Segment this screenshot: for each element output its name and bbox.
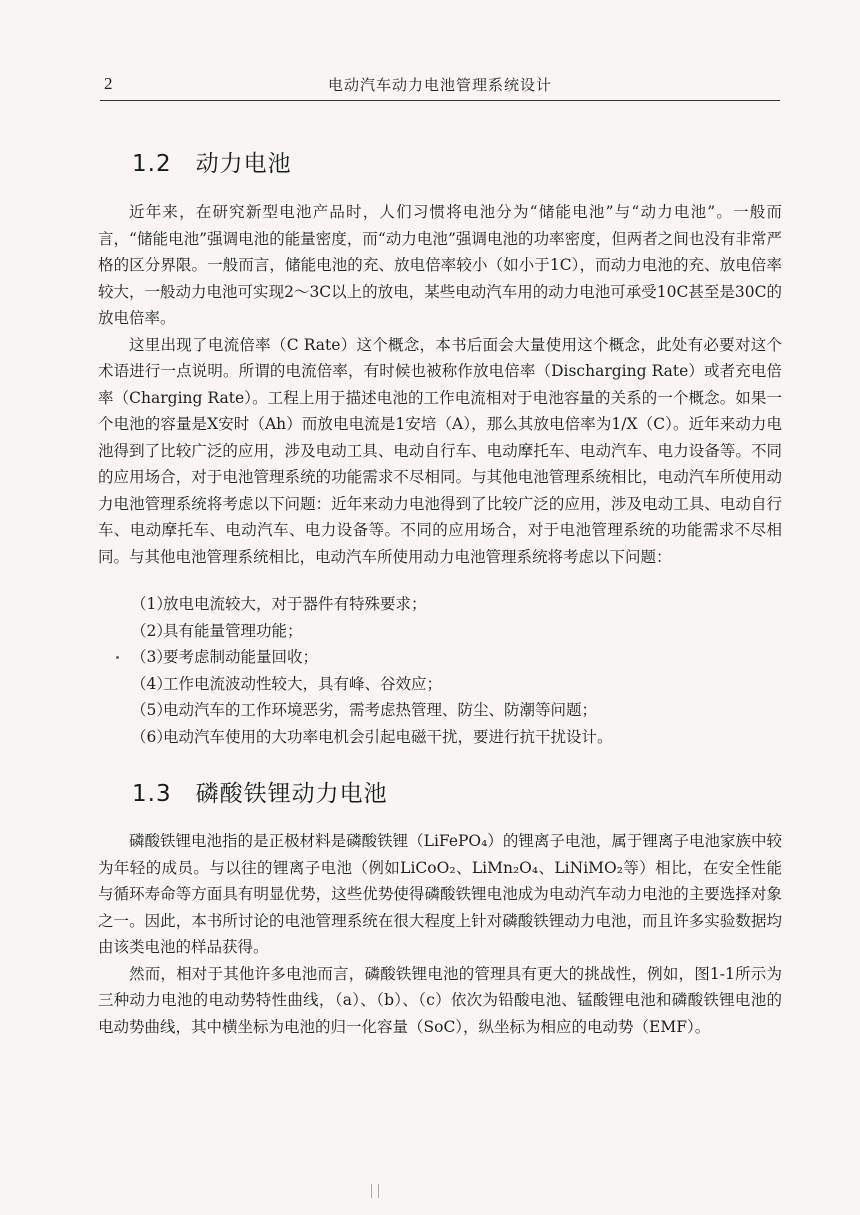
section-1-3-body [98,828,782,1040]
page-number: 2 [104,74,113,93]
scan-artifact [371,1184,379,1198]
section-number: 1.3 [132,781,172,807]
list-item: （4）工作电流波动性较大，具有峰、谷效应； [131,674,443,693]
section-heading-1-3 [132,775,388,808]
requirements-list [131,591,781,750]
page-header [100,70,780,101]
section-heading-1-2 [132,145,292,178]
paragraph: 然而，相对于其他许多电池而言，磷酸铁锂电池的管理具有更大的挑战性，例如，图1-1所示为三种动力电池的电动势特性曲线，（a）、（b）、（c）依次为铅酸电池、锰酸锂电池和磷酸铁锂电池的电动势曲线，其中横坐标为电池的归一化容量（SoC），纵坐标为相应的电动势（EMF）。 [98,964,782,1036]
margin-dot [116,656,119,659]
list-item: （2）具有能量管理功能； [131,621,303,640]
running-title: 电动汽车动力电池管理系统设计 [327,76,552,94]
list-item: （5）电动汽车的工作环境恶劣，需考虑热管理、防尘、防潮等问题； [131,701,598,719]
paragraph: 近年来，在研究新型电池产品时，人们习惯将电池分为“储能电池”与“动力电池”。一般而言，“储能电池”强调电池的能量密度，而“动力电池”强调电池的功率密度，但两者之间也没有非常严格的区分界限。一般而言，储能电池的充、放电倍率较小（如小于1C），而动力电池的充、放电倍率较大，一般动力电池可实现2～3C以上的放电，某些电动汽车用的动力电池可承受10C甚至是30C的放电倍率。 [98,203,782,327]
paragraph: 磷酸铁锂电池指的是正极材料是磷酸铁锂（LiFePO₄）的锂离子电池，属于锂离子电池家族中较为年轻的成员。与以往的锂离子电池（例如LiCoO₂、LiMn₂O₄、LiNiMO₂等）相比，在安全性能与循环寿命等方面具有明显优势，这些优势使得磷酸铁锂电池成为电动汽车动力电池的主要选择对象之一。因此，本书所讨论的电池管理系统在很大程度上针对磷酸铁锂动力电池，而且许多实验数据均由该类电池的样品获得。 [98,832,782,956]
list-item: （1）放电电流较大，对于器件有特殊要求； [131,595,427,613]
section-1-2-body [98,199,782,570]
paragraph: 这里出现了电流倍率（C Rate）这个概念，本书后面会大量使用这个概念，此处有必要对这个术语进行一点说明。所谓的电流倍率，有时候也被称作放电倍率（Discharging Rate）或者充电倍率（Charging Rate）。工程上用于描述电池的工作电流相对于电池容量的关系的一个概念。如果一个电池的容量是X安时（Ah）而放电电流是1安培（A），那么其放电倍率为1/X（C）。近年来动力电池得到了比较广泛的应用，涉及电动工具、电动自行车、电动摩托车、电动汽车、电力设备等。不同的应用场合，对于电池管理系统的功能需求不尽相同。与其他电池管理系统相比，电动汽车所使用动力电池管理系统将考虑以下问题：近年来动力电池得到了比较广泛的应用，涉及电动工具、电动自行车、电动摩托车、电动汽车、电力设备等。不同的应用场合，对于电池管理系统的功能需求不尽相同。与其他电池管理系统相比，电动汽车所使用动力电池管理系统将考虑以下问题： [98,335,782,566]
list-item: （6）电动汽车使用的大功率电机会引起电磁干扰，要进行抗干扰设计。 [131,727,613,746]
section-number: 1.2 [132,151,172,177]
section-title: 磷酸铁锂动力电池 [195,781,388,807]
list-item: （3）要考虑制动能量回收； [131,648,319,666]
section-title: 动力电池 [195,151,292,177]
